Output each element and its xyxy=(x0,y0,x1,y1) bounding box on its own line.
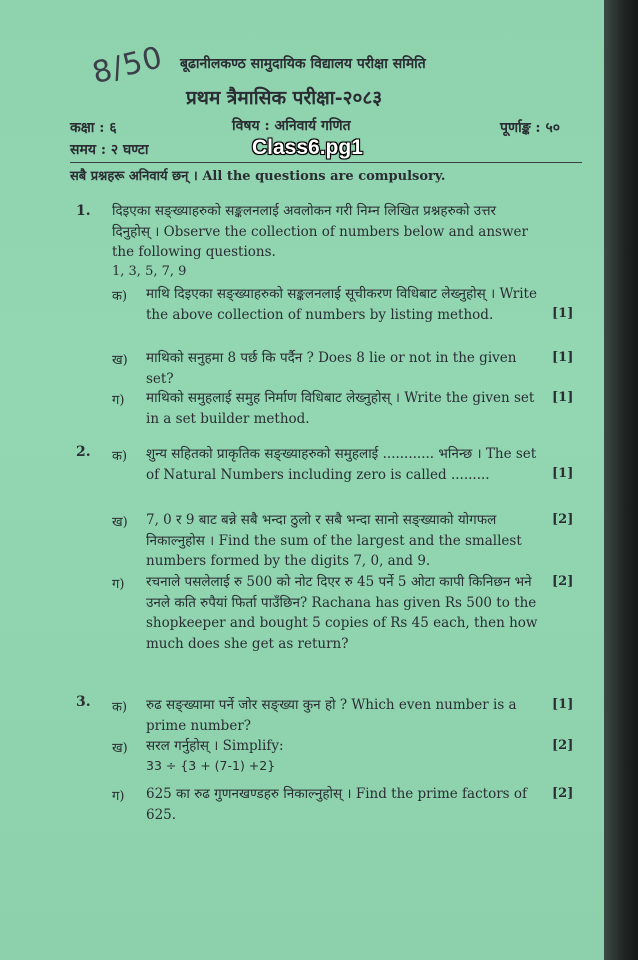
time-label: समय : २ घण्टा xyxy=(70,142,149,158)
part-label: ख) xyxy=(112,353,128,368)
marks: [2] xyxy=(552,786,574,801)
part-text: माथि दिइएका सङ्ख्याहरुको सङ्कलनलाई सूचीकरण विधिबाट लेख्नुहोस् । Write the above collection of numbers by listing method. xyxy=(146,286,537,323)
part-text: शुन्य सहितको प्राकृतिक सङ्ख्याहरुको समुहलाई ............ भनिन्छ । The set of Natural Numbers including zero is called ......... xyxy=(146,446,537,483)
marks: [1] xyxy=(552,697,574,712)
question-number: 1. xyxy=(76,203,91,219)
number-set: 1, 3, 5, 7, 9 xyxy=(112,264,187,279)
part-label: ख) xyxy=(112,515,128,530)
marks: [1] xyxy=(552,390,574,405)
part-text: माथिको समुहलाई समुह निर्माण विधिबाट लेख्नुहोस् । Write the given set in a set builder method. xyxy=(146,390,535,427)
table-edge xyxy=(604,0,638,960)
part-text: रुढ सङ्ख्यामा पर्ने जोर सङ्ख्या कुन हो ? Which even number is a prime number? xyxy=(146,697,517,734)
part-label: ख) xyxy=(112,741,128,756)
part-label: ग) xyxy=(112,789,125,804)
subject-label: विषय : अनिवार्य गणित xyxy=(232,118,351,134)
question-stem: दिइएका सङ्ख्याहरुको सङ्कलनलाई अवलोकन गरी निम्न लिखित प्रश्नहरुको उत्तर दिनुहोस् । Observe the collection of numbers below and answer the following questions. xyxy=(112,203,528,260)
header-divider xyxy=(70,162,582,163)
part-text: 7, 0 र 9 बाट बन्ने सबै भन्दा ठुलो र सबै भन्दा सानो सङ्ख्याको योगफल निकाल्नुहोस । Find the sum of the largest and the smallest numbers formed by the digits 7, 0, and 9. xyxy=(146,512,522,569)
class-label: कक्षा : ६ xyxy=(70,120,117,136)
part-text: रचनाले पसलेलाई रु 500 को नोट दिएर रु 45 पर्ने 5 ओटा कापी किनिछन भने उनले कति रुपैयां फिर्ता पाउँछिन? Rachana has given Rs 500 to the shopkeeper and bought 5 copies of Rs 45 each, then how much does she get as return? xyxy=(146,574,538,652)
part-label: ग) xyxy=(112,393,125,408)
full-marks-label: पूर्णाङ्क : ५० xyxy=(500,120,561,136)
part-label: क) xyxy=(112,700,128,715)
part-label: क) xyxy=(112,289,128,304)
marks: [1] xyxy=(552,306,574,321)
instruction: सबै प्रश्नहरू अनिवार्य छन् । All the questions are compulsory. xyxy=(70,169,446,184)
part-text: 625 का रुढ गुणनखण्डहरु निकाल्नुहोस् । Find the prime factors of 625. xyxy=(146,786,527,823)
marks: [2] xyxy=(552,738,574,753)
part-text: सरल गर्नुहोस् । Simplify: xyxy=(146,738,284,754)
question-number: 3. xyxy=(76,694,91,710)
marks: [1] xyxy=(552,350,574,365)
part-label: ग) xyxy=(112,577,125,592)
marks: [2] xyxy=(552,512,574,527)
handwritten-score: 8/50 xyxy=(88,39,167,92)
part-label: क) xyxy=(112,449,128,464)
marks: [1] xyxy=(552,466,574,481)
marks: [2] xyxy=(552,574,574,589)
watermark-label: Class6.pg1 xyxy=(252,136,363,159)
part-text: माथिको सनुहमा 8 पर्छ कि पर्दैन ? Does 8 lie or not in the given set? xyxy=(146,350,517,387)
exam-title: प्रथम त्रैमासिक परीक्षा-२०८३ xyxy=(186,87,383,109)
formula: 33 ÷ {3 + (7-1) +2} xyxy=(146,758,276,773)
question-number: 2. xyxy=(76,444,91,460)
school-name: बूढानीलकण्ठ सामुदायिक विद्यालय परीक्षा समिति xyxy=(180,56,426,72)
